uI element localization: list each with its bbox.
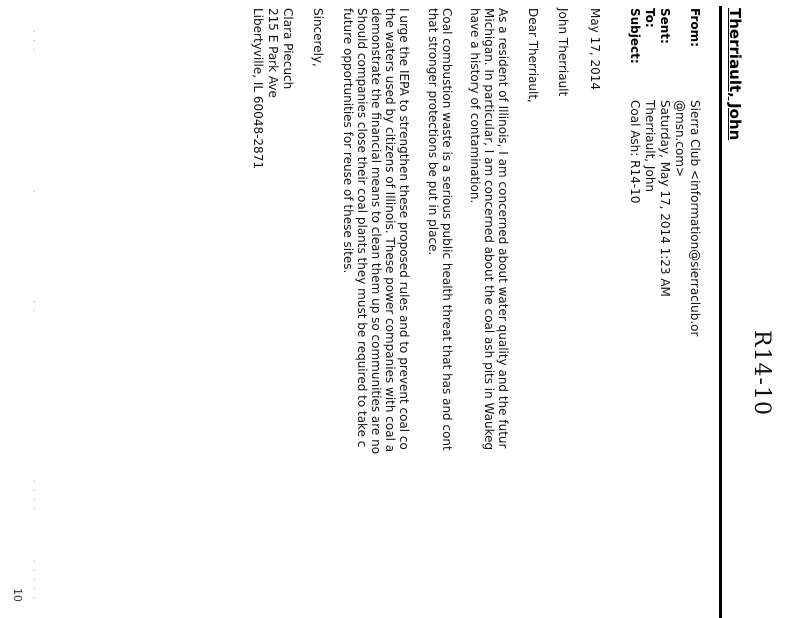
letter-closing: Sincerely, (311, 8, 325, 67)
subject-value: Coal Ash: R14-10 (628, 100, 642, 204)
to-value: Therriault, John (643, 100, 657, 193)
from-label: From: (688, 8, 702, 47)
document-id: R14-10 (749, 330, 774, 416)
letter-recipient: John Therriault (556, 8, 570, 97)
signature-city: Libertyville, IL 60048-2871 (251, 8, 265, 169)
para3-line3: demonstrate the financial means to clean them up so communities are no (369, 8, 383, 455)
scan-speck: · · (29, 300, 38, 314)
para3-line4: Should companies close their coal plants they must be required to take c (355, 8, 369, 448)
para2-line2: that stronger protections be put in place. (426, 8, 440, 256)
scan-speck: · · · (29, 30, 38, 53)
para3-line1: I urge the IEPA to strengthen these proposed rules and to prevent coal co (397, 8, 411, 450)
scan-speck: · · · · (29, 480, 38, 512)
para1-line1: As a resident of Illinois, I am concerned about water quality and the futur (496, 8, 510, 449)
page-number: 10 (11, 588, 24, 602)
para1-line3: have a history of contamination. (468, 8, 482, 204)
from-value-line1: Sierra Club <information@sierraclub.or (688, 100, 702, 337)
to-label: To: (643, 8, 657, 28)
from-value-line2: @msn.com> (673, 100, 687, 178)
sent-value: Saturday, May 17, 2014 1:23 AM (658, 100, 672, 297)
sent-label: Sent: (658, 8, 672, 44)
para3-line5: future opportunities for reuse of these sites. (341, 8, 355, 274)
scan-speck: · (29, 190, 38, 195)
scan-speck: · · · · · (29, 560, 38, 601)
para1-line2: Michigan. In particular, I am concerned about the coal ash pits in Waukeg (482, 8, 496, 451)
subject-label: Subject: (628, 8, 642, 64)
letter-date: May 17, 2014 (588, 8, 602, 91)
sender-name: Therriault, John (726, 8, 744, 141)
header-rule (719, 6, 722, 618)
para2-line1: Coal combustion waste is a serious public health threat that has and cont (440, 8, 454, 451)
signature-street: 215 E Park Ave (266, 8, 280, 98)
letter-salutation: Dear Therriault, (526, 8, 540, 103)
para3-line2: the waters used by citizens of Illinois. These power companies with coal a (383, 8, 397, 453)
signature-name: Clara Piecuch (281, 8, 295, 90)
